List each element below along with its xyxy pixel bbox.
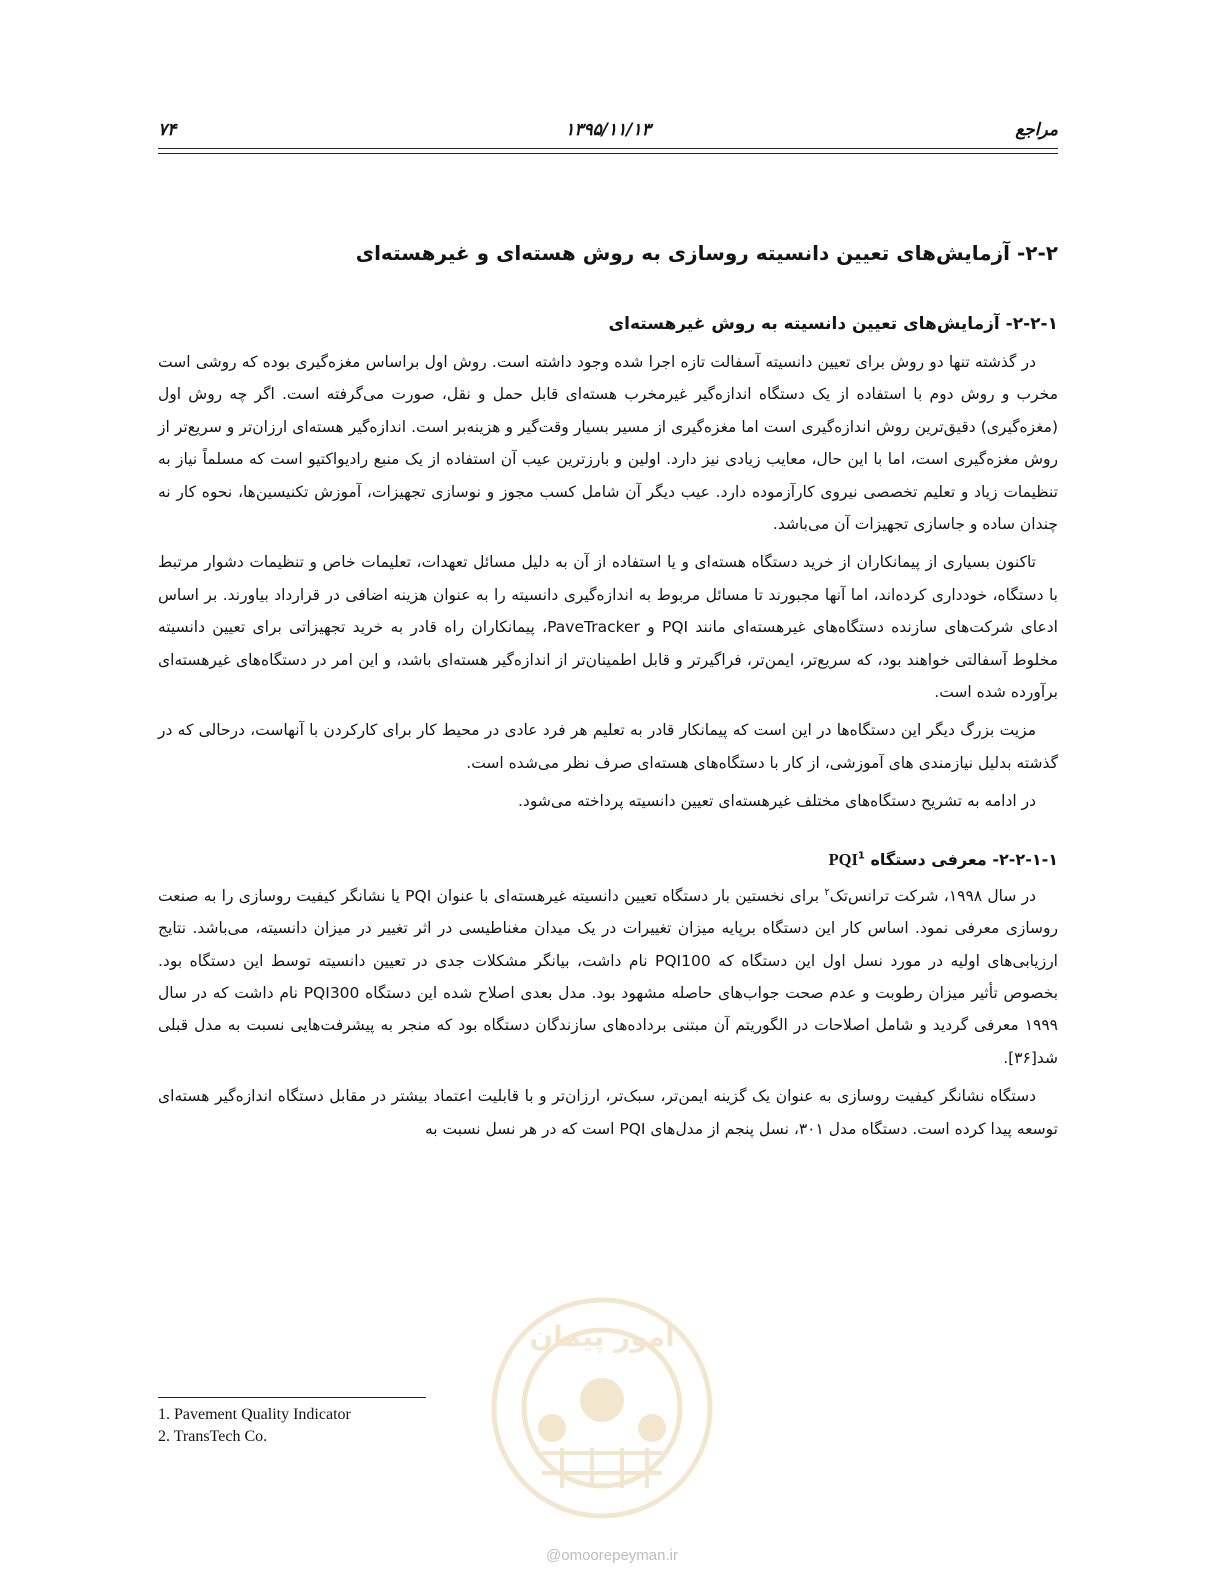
page-content xyxy=(158,236,1058,1145)
watermark-site-text: @omoorepeyman.ir xyxy=(546,1547,678,1564)
paragraph-pqi-1-part2: برای نخستین بار دستگاه تعیین دانسیته غیرهسته‌ای با عنوان PQI یا نشانگر کیفیت روسازی را به صنعت روسازی معرفی نمود. اساس کار این دستگاه برپایه میزان تغییرات در یک میدان مغناطیسی در اثر تغییر در میزان دانسیته، می‌باشد. نتایج ارزیابی‌های اولیه در مورد نسل اول این دستگاه که PQI100 نام داشت، بیانگر مشکلات جدی در تعیین دانسیته توسط این دستگاه بود. بخصوص تأثیر میزان رطوبت و عدم صحت جواب‌های حاصله مشهود بود. مدل بعدی اصلاح شده این دستگاه PQI300 نام داشت که در سال ۱۹۹۹ معرفی گردید و شامل اصلاحات در الگوریتم آن مبتنی برداده‌های سازندگان دستگاه بود که منجر به پیشرفت‌هایی نسبت به مدل قبلی شد[۳۶]. xyxy=(158,886,1059,1067)
subsubsection-heading-latin: PQI xyxy=(828,849,858,869)
header-date: ۱۳۹۵/۱۱/۱۳ xyxy=(565,120,651,140)
subsubsection-heading xyxy=(158,844,1058,876)
footnotes xyxy=(158,1404,351,1448)
footnote-ref-2: ۲ xyxy=(824,886,830,898)
paragraph-pqi-2: دستگاه نشانگر کیفیت روسازی به عنوان یک گزینه ایمن‌تر، سبک‌تر، ارزان‌تر و با قابلیت اعتماد بیشتر در مقابل دستگاه اندازه‌گیر هسته‌ای توسعه پیدا کرده است. دستگاه مدل ۳۰۱، نسل پنجم از مدل‌های PQI است که در هر نسل نسبت به xyxy=(158,1087,1058,1138)
footnote-ref-1: 1 xyxy=(857,850,865,862)
subsubsection-heading-prefix: ۲-۲-۱-۱- معرفی دستگاه xyxy=(864,849,1058,869)
subsection-heading: ۲-۲-۱- آزمایش‌های تعیین دانسیته به روش غیرهسته‌ای xyxy=(608,314,1058,334)
watermark-logo-icon xyxy=(482,1288,722,1528)
paragraph-3: مزیت بزرگ دیگر این دستگاه‌ها در این است که پیمانکار قادر به تعلیم هر فرد عادی در محیط کار برای کارکردن با آنهاست، درحالی که در گذشته بدلیل نیازمندی های آموزشی، از کار با دستگاه‌های هسته‌ای صرف نظر می‌شده است. xyxy=(158,721,1058,772)
watermark-logo-text: امور پیمان xyxy=(529,1320,675,1353)
page-header xyxy=(158,120,1058,148)
footnote-2: 2. TransTech Co. xyxy=(158,1428,268,1445)
header-page-number: ۷۴ xyxy=(158,120,177,140)
header-section-title: مراجع xyxy=(1015,120,1058,140)
header-rule-bottom xyxy=(158,153,1058,154)
paragraph-4: در ادامه به تشریح دستگاه‌های مختلف غیرهسته‌ای تعیین دانسیته پرداخته می‌شود. xyxy=(518,792,1036,811)
paragraph-pqi-1-part1: در سال ۱۹۹۸، شرکت ترانس‌تک xyxy=(829,886,1036,905)
footnote-1: 1. Pavement Quality Indicator xyxy=(158,1406,351,1423)
section-heading: ۲-۲- آزمایش‌های تعیین دانسیته روسازی به روش هسته‌ای و غیرهسته‌ای xyxy=(355,241,1058,265)
footnote-rule xyxy=(158,1397,426,1398)
paragraph-1: در گذشته تنها دو روش برای تعیین دانسیته آسفالت تازه اجرا شده وجود داشته است. روش اول براساس مغزه‌گیری بوده که روشی است مخرب و روش دوم با استفاده از یک دستگاه اندازه‌گیر غیرمخرب هسته‌ای قابل حمل و نقل، صورت می‌گرفته است. اگر چه روش اول (مغزه‌گیری) دقیق‌ترین روش اندازه‌گیری است اما مغزه‌گیری از مسیر بسیار وقت‌گیر و هزینه‌بر است. اندازه‌گیر هسته‌ای ارزان‌تر و سریع‌تر از روش مغزه‌گیری است، اما با این حال، معایب زیادی نیز دارد. اولین و بارزترین عیب آن استفاده از یک منبع رادیواکتیو است که مسلماً نیاز به تنظیمات زیاد و تعلیم تخصصی نیروی کارآزموده دارد. عیب دیگر آن شامل کسب مجوز و نوسازی تجهیزات، آموزش تکنیسین‌ها، نحوه کار نه چندان ساده و جاسازی تجهیزات آن می‌باشد. xyxy=(158,353,1058,534)
paragraph-2: تاکنون بسیاری از پیمانکاران از خرید دستگاه هسته‌ای و یا استفاده از آن به دلیل مسائل تعهدات، تعلیمات خاص و تنظیمات دشوار مرتبط با دستگاه، خودداری کرده‌اند، اما آنها مجبورند تا مسائل مربوط به اندازه‌گیری دانسیته را به عنوان هزینه اضافی در قرارداد بیاورند. بر اساس ادعای شرکت‌های سازنده دستگاه‌های غیرهسته‌ای مانند PQI و PaveTracker، پیمانکاران راه قادر به خرید تجهیزاتی برای تعیین دانسیته مخلوط آسفالتی خواهند بود، که سریع‌تر، ایمن‌تر، فراگیرتر و قابل اطمینان‌تر از اندازه‌گیر هسته‌ای باشد، و این امر در دستگاه‌های غیرهسته‌ای برآورده شده است. xyxy=(158,553,1058,702)
paragraph-pqi-1 xyxy=(158,880,1058,1074)
header-rule-top xyxy=(158,148,1058,149)
